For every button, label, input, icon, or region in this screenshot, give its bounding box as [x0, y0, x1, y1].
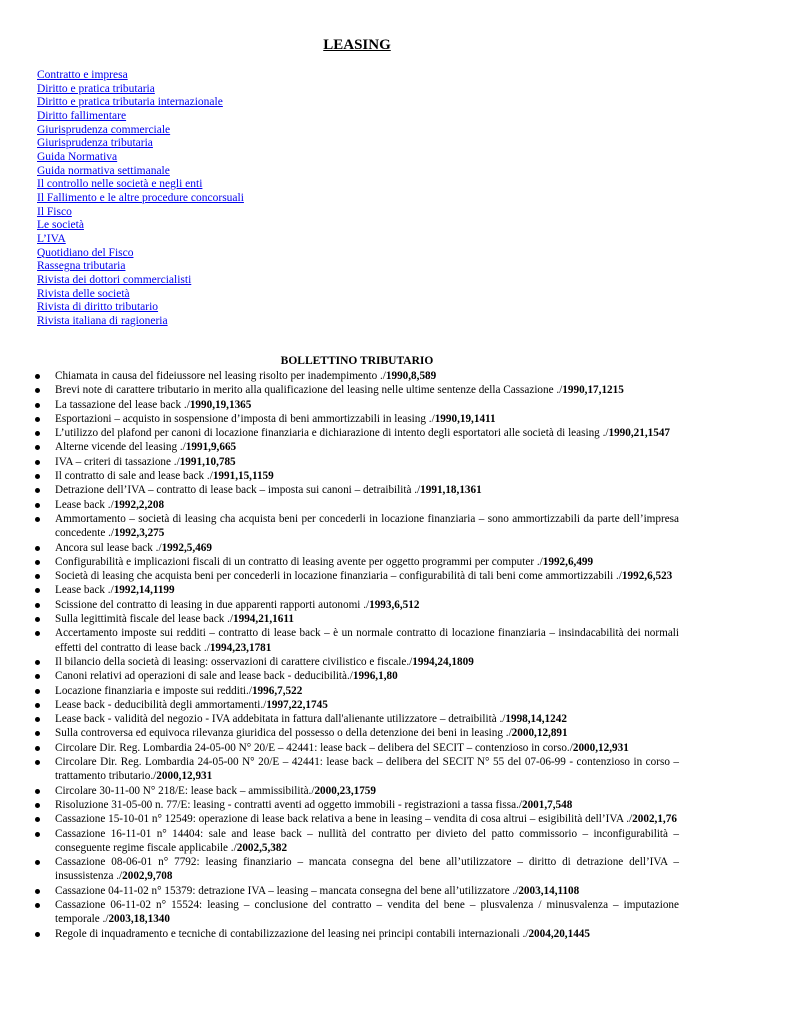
publication-link-item — [37, 69, 244, 83]
entry-reference: 2000,12,891 — [511, 727, 568, 740]
entry-title: Lease back - validità del negozio - IVA addebitata in fattura dall'alienante utilizzatore – detraibilità ./ — [55, 713, 506, 726]
publication-link-item — [37, 301, 244, 315]
entry-reference: 1990,19,1365 — [189, 398, 252, 411]
entry-title: Società di leasing che acquista beni per concederli in locazione finanziaria – configurabilità di tali beni come ammortizzabili ./ — [55, 570, 622, 583]
publication-link-item — [37, 219, 244, 233]
publication-link[interactable]: Rivista dei dottori commercialisti — [37, 273, 192, 286]
bollettino-entry — [55, 784, 679, 798]
entry-title: Lease back ./ — [55, 498, 114, 511]
bollettino-entry — [55, 712, 679, 726]
entry-reference: 1991,15,1159 — [212, 470, 274, 483]
entry-reference: 1992,3,275 — [114, 527, 165, 540]
publication-link[interactable]: Rivista delle società — [37, 287, 130, 300]
entry-title: Esportazioni – acquisto in sospensione d’imposta di beni ammortizzabili in leasing ./ — [55, 412, 435, 425]
bollettino-entry — [55, 555, 679, 569]
entry-reference: 1991,18,1361 — [420, 484, 482, 497]
entry-title: Lease back ./ — [55, 584, 114, 597]
entry-title: Circolare 30-11-00 N° 218/E: lease back – ammissibilità./ — [55, 784, 315, 797]
entry-title: Cassazione 08-06-01 n° 7792: leasing finanziario – mancata consegna del bene all’utilizzatore – diritto di detrazione dell’IVA – insussistenza ./ — [55, 856, 679, 883]
bollettino-entry — [55, 827, 679, 856]
bollettino-entry — [55, 426, 679, 440]
publication-link[interactable]: Il Fallimento e le altre procedure concorsuali — [37, 191, 244, 204]
entry-reference: 1997,22,1745 — [266, 698, 328, 711]
bollettino-entry — [55, 927, 679, 941]
bollettino-entry — [55, 755, 679, 784]
entry-reference: 2000,12,931 — [156, 770, 213, 783]
entry-reference: 2003,14,1108 — [518, 884, 580, 897]
entry-reference: 2002,1,76 — [632, 813, 677, 826]
publication-link[interactable]: Giurisprudenza commerciale — [37, 123, 171, 136]
publication-link[interactable]: Guida normativa settimanale — [37, 164, 170, 177]
publication-link-item — [37, 124, 244, 138]
bollettino-entry-list — [55, 369, 679, 941]
bollettino-entry — [55, 612, 679, 626]
entry-reference: 1990,21,1547 — [608, 427, 670, 440]
publication-link-item — [37, 178, 244, 192]
publication-link[interactable]: Rivista italiana di ragioneria — [37, 314, 168, 327]
entry-reference: 1992,14,1199 — [113, 584, 175, 597]
publication-link-item — [37, 137, 244, 151]
bollettino-entry — [55, 383, 679, 397]
publication-link[interactable]: Diritto e pratica tributaria internazionale — [37, 96, 223, 109]
entry-reference: 1992,6,499 — [542, 555, 594, 568]
entry-reference: 1990,17,1215 — [562, 384, 624, 397]
entry-title: Cassazione 04-11-02 n° 15379: detrazione IVA – leasing – mancata consegna del bene all’utilizzatore ./ — [55, 884, 519, 897]
publication-link[interactable]: Rivista di diritto tributario — [37, 301, 159, 314]
entry-title: Locazione finanziaria e imposte sui redditi./ — [55, 684, 252, 697]
entry-reference: 2004,20,1445 — [528, 927, 590, 940]
publication-link-item — [37, 192, 244, 206]
publication-link-item — [37, 247, 244, 261]
entry-title: Ancora sul lease back ./ — [55, 541, 162, 554]
entry-reference: 1993,6,512 — [369, 598, 420, 611]
entry-reference: 1991,10,785 — [179, 455, 236, 468]
entry-title: Brevi note di carattere tributario in merito alla qualificazione del leasing nelle ultime sentenze della Cassazione ./ — [55, 384, 563, 397]
bollettino-entry — [55, 798, 679, 812]
publication-link[interactable]: Diritto fallimentare — [37, 109, 127, 122]
bollettino-entry — [55, 884, 679, 898]
bollettino-entry — [55, 598, 679, 612]
entry-title: Scissione del contratto di leasing in due apparenti rapporti autonomi ./ — [55, 598, 370, 611]
entry-reference: 2002,5,382 — [236, 841, 288, 854]
bollettino-entry — [55, 684, 679, 698]
entry-title: L’utilizzo del plafond per canoni di locazione finanziaria e dichiarazione di intento degli esportatori alle società di leasing ./ — [55, 427, 609, 440]
bollettino-entry — [55, 898, 679, 927]
publication-link-item — [37, 315, 244, 329]
bollettino-entry — [55, 655, 679, 669]
entry-reference: 1994,21,1611 — [233, 613, 294, 626]
publication-link[interactable]: L’IVA — [37, 232, 66, 245]
entry-reference: 1992,5,469 — [161, 541, 212, 554]
bollettino-entry — [55, 669, 679, 683]
publication-link-item — [37, 274, 244, 288]
entry-title: Sulla controversa ed equivoca rilevanza giuridica del possesso o della detenzione dei beni in leasing ./ — [55, 727, 512, 740]
entry-title: Configurabilità e implicazioni fiscali di un contratto di leasing avente per oggetto programmi per computer ./ — [55, 555, 543, 568]
bollettino-entry — [55, 483, 679, 497]
entry-title: Regole di inquadramento e tecniche di contabilizzazione del leasing nei principi contabili internazionali ./ — [55, 927, 529, 940]
publication-link-item — [37, 260, 244, 274]
section-heading: BOLLETTINO TRIBUTARIO — [280, 355, 434, 367]
publication-link-item — [37, 83, 244, 97]
bollettino-entry — [55, 698, 679, 712]
entry-reference: 1994,23,1781 — [209, 641, 272, 654]
entry-reference: 1990,19,1411 — [434, 412, 496, 425]
entry-reference: 1990,8,589 — [385, 370, 437, 382]
publication-link-item — [37, 206, 244, 220]
publication-link-list — [37, 69, 244, 328]
publication-link-item — [37, 151, 244, 165]
entry-reference: 1998,14,1242 — [505, 713, 567, 726]
entry-reference: 1992,2,208 — [113, 498, 165, 511]
bollettino-entry — [55, 440, 679, 454]
entry-title: Detrazione dell’IVA – contratto di lease back – imposta sui canoni – detraibilità ./ — [55, 484, 421, 497]
bollettino-entry — [55, 498, 679, 512]
publication-link[interactable]: Quotidiano del Fisco — [37, 246, 134, 259]
bollettino-entry — [55, 855, 679, 884]
page-title: LEASING — [323, 37, 391, 53]
entry-reference: 1992,6,523 — [621, 570, 673, 583]
publication-link[interactable]: Contratto e impresa — [37, 69, 128, 81]
bollettino-entry — [55, 469, 679, 483]
entry-reference: 1996,1,80 — [352, 670, 398, 683]
publication-link[interactable]: Rassegna tributaria — [37, 260, 126, 273]
entry-title: Risoluzione 31-05-00 n. 77/E: leasing - contratti aventi ad oggetto immobili - registrazioni a tassa fissa./ — [55, 798, 522, 811]
publication-link-item — [37, 96, 244, 110]
entry-title: Sulla legittimità fiscale del lease back ./ — [55, 613, 234, 626]
entry-reference: 1991,9,665 — [185, 441, 237, 454]
bollettino-entry — [55, 583, 679, 597]
bollettino-entry — [55, 412, 679, 426]
entry-reference: 2002,9,708 — [122, 870, 173, 883]
entry-title: Ammortamento – società di leasing cha acquista beni per concederli in locazione finanziaria – sono ammortizzabili da parte dell’impresa concedente ./ — [55, 512, 679, 540]
entry-title: Circolare Dir. Reg. Lombardia 24-05-00 N° 20/E – 42441: lease back – delibera del SECIT N° 55 del 07-06-99 - contenzioso in corso – trattamento tributario./ — [55, 756, 679, 783]
bollettino-entry — [55, 541, 679, 555]
entry-title: Alterne vicende del leasing ./ — [55, 441, 186, 454]
bollettino-entry — [55, 398, 679, 412]
entry-title: Il contratto di sale and lease back ./ — [55, 470, 213, 483]
entry-reference: 2001,7,548 — [521, 798, 573, 811]
entry-title: Chiamata in causa del fideiussore nel leasing risolto per inadempimento ./ — [55, 370, 386, 382]
publication-link[interactable]: Guida Normativa — [37, 150, 118, 163]
bollettino-entry — [55, 726, 679, 740]
entry-title: Il bilancio della società di leasing: osservazioni di carattere civilistico e fiscale./ — [55, 655, 413, 668]
bollettino-entry — [55, 741, 679, 755]
entry-reference: 1996,7,522 — [251, 684, 303, 697]
publication-link[interactable]: Le società — [37, 219, 84, 232]
publication-link-item — [37, 110, 244, 124]
publication-link[interactable]: Diritto e pratica tributaria — [37, 82, 155, 95]
entry-reference: 1994,24,1809 — [412, 655, 474, 668]
entry-title: Lease back - deducibilità degli ammortamenti./ — [55, 698, 267, 711]
entry-title: Circolare Dir. Reg. Lombardia 24-05-00 N° 20/E – 42441: lease back – delibera del SECIT – contenzioso in corso./ — [55, 741, 573, 754]
publication-link[interactable]: Il controllo nelle società e negli enti — [37, 178, 203, 191]
entry-title: Cassazione 06-11-02 n° 15524: leasing – conclusione del contratto – vendita del bene – plusvalenza / minusvalenza – imputazione temporale ./ — [55, 898, 679, 926]
entry-reference: 2003,18,1340 — [108, 913, 170, 926]
bollettino-entry — [55, 369, 679, 383]
entry-reference: 2000,12,931 — [572, 741, 629, 754]
entry-title: Cassazione 15-10-01 n° 12549: operazione di lease back relativa a bene in leasing – vendita di cosa altrui – esigibilità dell’IVA ./ — [55, 813, 633, 826]
entry-reference: 2000,23,1759 — [314, 784, 376, 797]
entry-title: Accertamento imposte sui redditi – contratto di lease back – è un normale contratto di locazione finanziaria – insindacabilità dei normali effetti del contratto di lease back ./ — [55, 627, 679, 654]
publication-link[interactable]: Il Fisco — [37, 205, 72, 218]
bollettino-entry — [55, 455, 679, 469]
publication-link-item — [37, 288, 244, 302]
bollettino-entry — [55, 512, 679, 541]
publication-link-item — [37, 233, 244, 247]
bollettino-entry — [55, 812, 679, 826]
entry-title: IVA – criteri di tassazione ./ — [55, 455, 180, 468]
publication-link[interactable]: Giurisprudenza tributaria — [37, 137, 153, 150]
publication-link-item — [37, 165, 244, 179]
entry-title: Cassazione 16-11-01 n° 14404: sale and lease back – nullità del contratto per divieto del patto commissorio – inconfigurabilità – conseguente regime fiscale applicabile ./ — [55, 827, 679, 854]
entry-title: La tassazione del lease back ./ — [55, 398, 190, 411]
bollettino-entry — [55, 569, 679, 583]
bollettino-entry — [55, 626, 679, 655]
entry-title: Canoni relativi ad operazioni di sale and lease back - deducibilità./ — [55, 670, 353, 683]
